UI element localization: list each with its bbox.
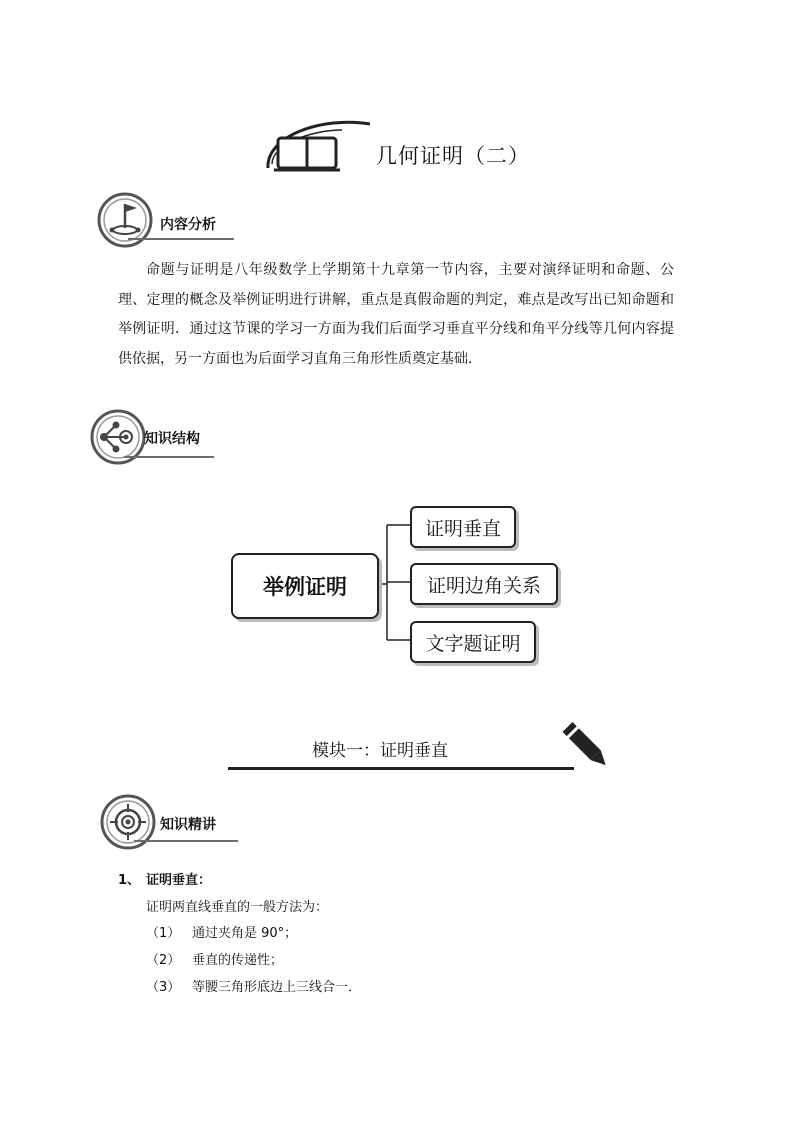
- section-label-content-analysis: 内容分析: [160, 217, 216, 233]
- diagram-connector: [375, 520, 415, 650]
- method-text: 通过夹角是 90°；: [192, 926, 298, 941]
- method-number: （3）: [146, 980, 181, 995]
- item-title: 证明垂直：: [146, 873, 212, 888]
- method-text: 垂直的传递性；: [192, 953, 284, 968]
- item-number: 1、: [118, 873, 141, 888]
- section-underline: [134, 840, 238, 842]
- pencil-icon: [562, 718, 614, 774]
- section-underline: [124, 456, 214, 458]
- intro-paragraph: 命题与证明是八年级数学上学期第十九章第一节内容，主要对演绎证明和命题、公理、定理的概念及举例证明进行讲解，重点是真假命题的判定，难点是改写出已知命题和举例证明．通过这节课的学习一方面为我们后面学习垂直平分线和角平分线等几何内容提供依据，另一方面也为后面学习直角三角形性质奠定基础．: [118, 262, 674, 367]
- book-icon: [262, 116, 372, 176]
- diagram-branch-node: 文字题证明: [410, 621, 536, 663]
- method-text: 等腰三角形底边上三线合一．: [192, 980, 362, 995]
- diagram-branch-node: 证明边角关系: [410, 563, 558, 605]
- diagram-main-node: 举例证明: [231, 553, 379, 619]
- section-underline: [128, 238, 234, 240]
- method-number: （1）: [146, 926, 181, 941]
- method-number: （2）: [146, 953, 181, 968]
- lecture-intro: 证明两直线垂直的一般方法为：: [146, 900, 329, 915]
- module-title: 模块一：证明垂直: [312, 741, 448, 761]
- diagram-branch-node: 证明垂直: [410, 506, 516, 548]
- page-title: 几何证明（二）: [376, 144, 530, 168]
- module-underline: [228, 767, 574, 770]
- section-label-knowledge-lecture: 知识精讲: [160, 817, 216, 833]
- section-label-knowledge-structure: 知识结构: [144, 431, 200, 447]
